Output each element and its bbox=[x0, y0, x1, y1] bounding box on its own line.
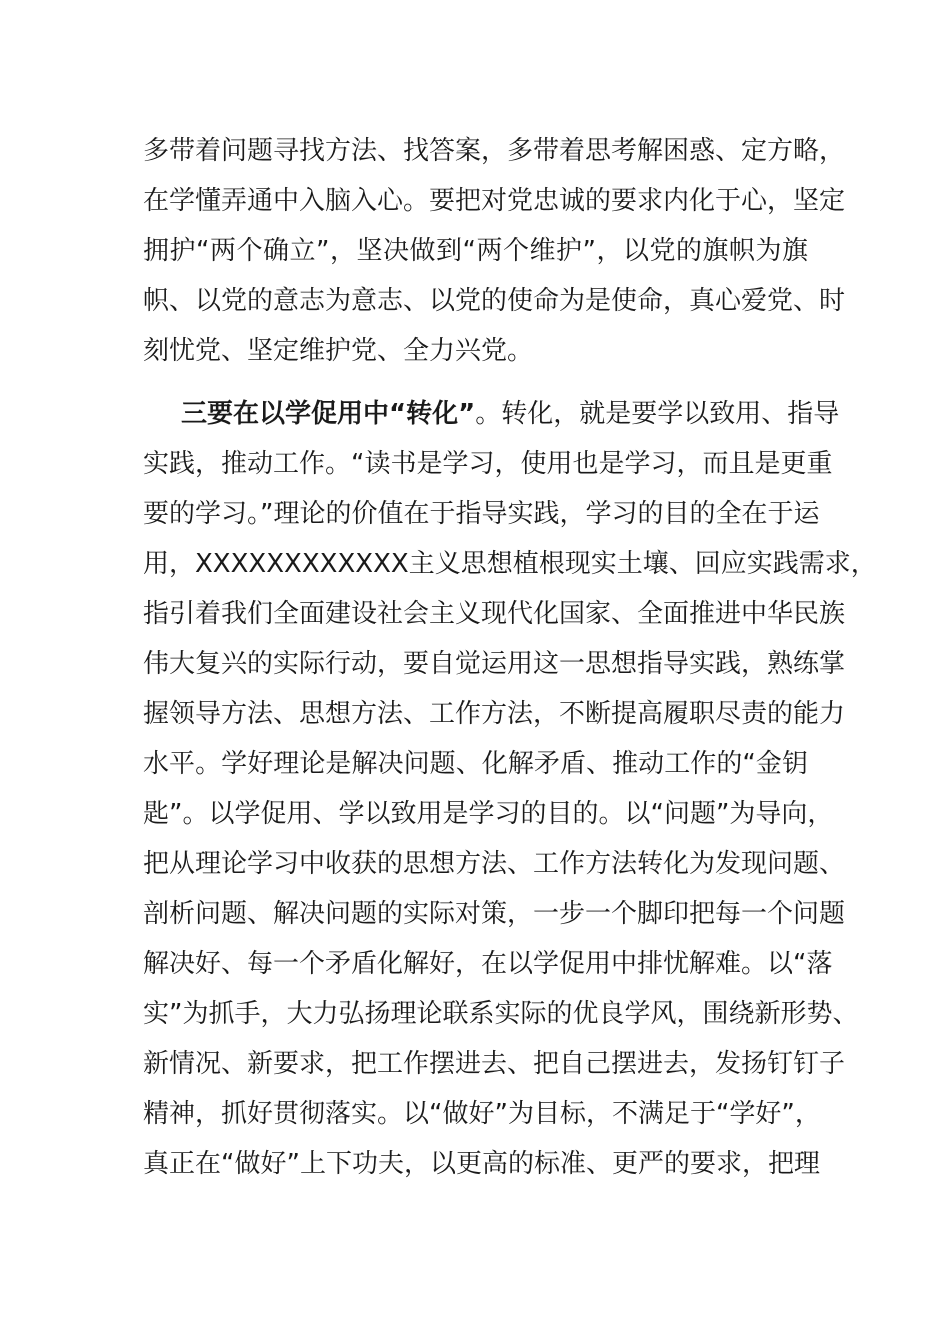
paragraph-line: 用，XXXXXXXXXXXX主义思想植根现实土壤、回应实践需求， bbox=[143, 549, 877, 579]
first-line-text: 。转化，就是要学以致用、指导 bbox=[475, 399, 840, 429]
paragraph-line: 多带着问题寻找方法、找答案，多带着思考解困惑、定方略， bbox=[143, 136, 846, 166]
paragraph-line: 匙”。以学促用、学以致用是学习的目的。以“问题”为导向， bbox=[143, 799, 834, 829]
paragraph-1 bbox=[143, 126, 846, 376]
paragraph-line: 真正在“做好”上下功夫，以更高的标准、更严的要求，把理 bbox=[143, 1149, 820, 1179]
paragraph-line: 新情况、新要求，把工作摆进去、把自己摆进去，发扬钉钉子 bbox=[143, 1049, 846, 1079]
paragraph-line: 实”为抓手，大力弘扬理论联系实际的优良学风，围绕新形势、 bbox=[143, 999, 859, 1029]
paragraph-line: 精神，抓好贯彻落实。以“做好”为目标，不满足于“学好”， bbox=[143, 1099, 821, 1129]
section-heading: 三要在以学促用中“转化” bbox=[181, 399, 476, 429]
paragraph-line: 握领导方法、思想方法、工作方法，不断提高履职尽责的能力 bbox=[143, 699, 846, 729]
paragraph-2 bbox=[143, 389, 877, 1189]
paragraph-line: 帜、以党的意志为意志、以党的使命为是使命，真心爱党、时 bbox=[143, 286, 846, 316]
paragraph-line: 水平。学好理论是解决问题、化解矛盾、推动工作的“金钥 bbox=[143, 749, 808, 779]
paragraph-line: 指引着我们全面建设社会主义现代化国家、全面推进中华民族 bbox=[143, 599, 846, 629]
paragraph-line: 在学懂弄通中入脑入心。要把对党忠诚的要求内化于心，坚定 bbox=[143, 186, 846, 216]
paragraph-line: 拥护“两个确立”，坚决做到“两个维护”，以党的旗帜为旗 bbox=[143, 236, 808, 266]
paragraph-line: 把从理论学习中收获的思想方法、工作方法转化为发现问题、 bbox=[143, 849, 846, 879]
paragraph-line: 要的学习。”理论的价值在于指导实践，学习的目的全在于运 bbox=[143, 499, 820, 529]
paragraph-first-line bbox=[143, 389, 840, 439]
paragraph-line: 剖析问题、解决问题的实际对策，一步一个脚印把每一个问题 bbox=[143, 899, 846, 929]
paragraph-line: 伟大复兴的实际行动，要自觉运用这一思想指导实践，熟练掌 bbox=[143, 649, 846, 679]
paragraph-line: 解决好、每一个矛盾化解好，在以学促用中排忧解难。以“落 bbox=[143, 949, 833, 979]
paragraph-line: 刻忧党、坚定维护党、全力兴党。 bbox=[143, 336, 534, 366]
paragraph-line: 实践，推动工作。“读书是学习，使用也是学习，而且是更重 bbox=[143, 449, 833, 479]
